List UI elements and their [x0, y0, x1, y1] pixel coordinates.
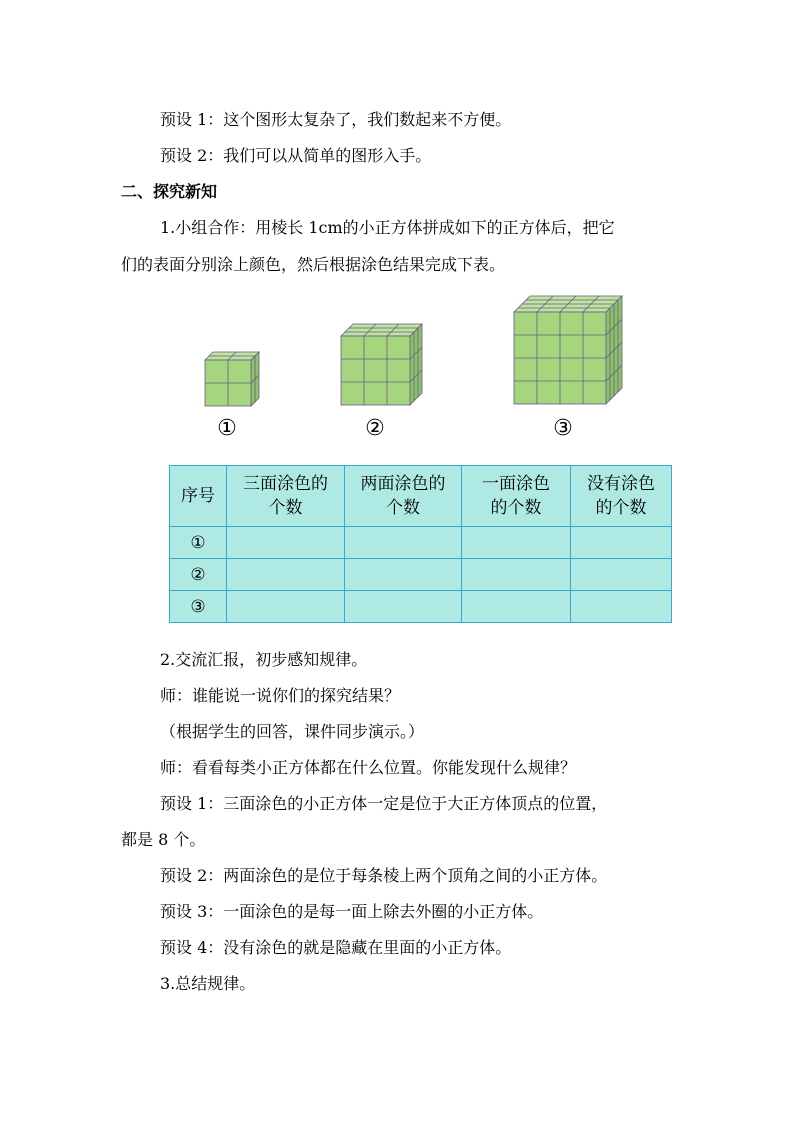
preset4-text: 预设 4：没有涂色的就是隐藏在里面的小正方体。	[160, 938, 512, 957]
demo-note: （根据学生的回答，课件同步演示。）	[160, 722, 425, 741]
table-cell-blank[interactable]	[227, 559, 345, 591]
table-cell-blank[interactable]	[571, 559, 672, 591]
preset1-line2: 都是 8 个。	[121, 830, 206, 849]
table-cell-blank[interactable]	[571, 527, 672, 559]
task2-text: 2.交流汇报，初步感知规律。	[160, 650, 368, 669]
table-cell-blank[interactable]	[345, 527, 462, 559]
header-no-face: 没有涂色 的个数	[571, 466, 672, 527]
section-heading: 二、探究新知	[121, 182, 218, 201]
task1-text-line1: 1.小组合作：用棱长 1cm的小正方体拼成如下的正方体后，把它	[160, 218, 615, 237]
table-cell-blank[interactable]	[345, 559, 462, 591]
task1-text-line2: 们的表面分别涂上颜色，然后根据涂色结果完成下表。	[121, 255, 506, 274]
header-three-faces: 三面涂色的 个数	[227, 466, 345, 527]
cube-label-1: ①	[217, 416, 237, 441]
header-index: 序号	[170, 466, 227, 527]
table-row	[170, 591, 672, 623]
table-cell-blank[interactable]	[462, 527, 571, 559]
header-two-faces: 两面涂色的 个数	[345, 466, 462, 527]
cube-figure-3	[514, 296, 622, 404]
row-label: ③	[170, 591, 227, 623]
cube-side-face	[410, 324, 422, 405]
row-label: ①	[170, 527, 227, 559]
cube-figure-1	[205, 352, 259, 406]
preset-complex-text: 预设 1：这个图形太复杂了，我们数起来不方便。	[160, 110, 512, 129]
table-cell-blank[interactable]	[227, 591, 345, 623]
table-cell-blank[interactable]	[571, 591, 672, 623]
cube-label-3: ③	[553, 416, 573, 441]
preset2-text: 预设 2：两面涂色的是位于每条棱上两个顶角之间的小正方体。	[160, 866, 608, 885]
preset1-line1: 预设 1：三面涂色的小正方体一定是位于大正方体顶点的位置，	[160, 794, 608, 813]
header-one-face: 一面涂色 的个数	[462, 466, 571, 527]
table-header-row	[170, 466, 672, 527]
coloring-result-table	[169, 465, 672, 623]
preset3-text: 预设 3：一面涂色的是每一面上除去外圈的小正方体。	[160, 902, 544, 921]
task3-text: 3.总结规律。	[160, 974, 256, 993]
table-cell-blank[interactable]	[462, 559, 571, 591]
cube-figure-2	[341, 324, 422, 405]
table-cell-blank[interactable]	[462, 591, 571, 623]
table-row	[170, 559, 672, 591]
table-cell-blank[interactable]	[345, 591, 462, 623]
table-cell-blank[interactable]	[227, 527, 345, 559]
cube-front-face	[341, 336, 410, 405]
teacher-question-1: 师：谁能说一说你们的探究结果？	[160, 686, 401, 705]
teacher-question-2: 师：看看每类小正方体都在什么位置。你能发现什么规律？	[160, 758, 577, 777]
cube-top-face	[341, 324, 422, 336]
table-row	[170, 527, 672, 559]
row-label: ②	[170, 559, 227, 591]
cube-label-2: ②	[365, 416, 385, 441]
preset-simple-text: 预设 2：我们可以从简单的图形入手。	[160, 146, 432, 165]
